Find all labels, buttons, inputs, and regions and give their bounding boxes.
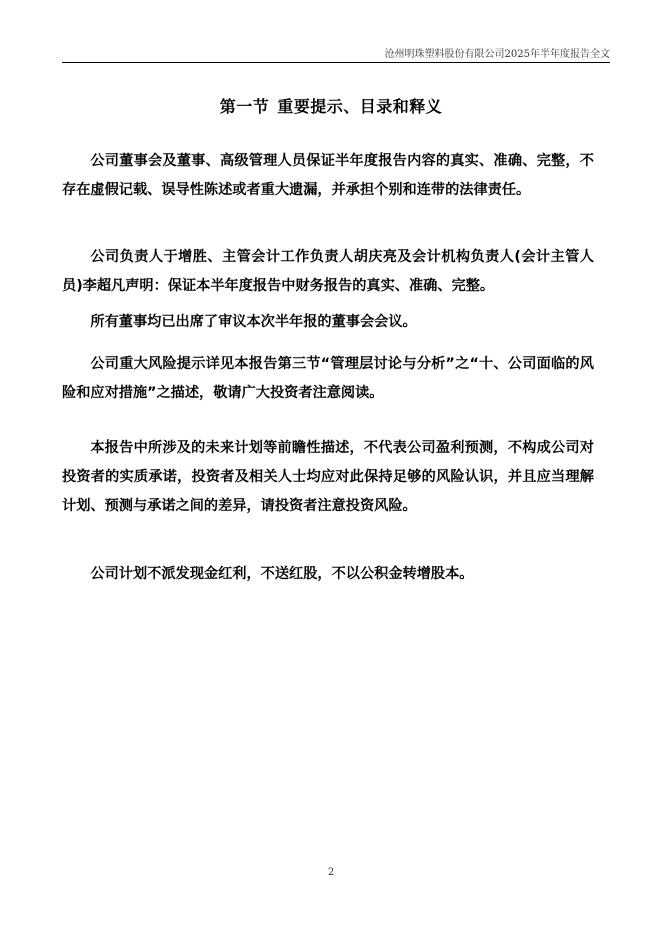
header-company-report-title: 沧州明珠塑料股份有限公司2025年半年度报告全文 bbox=[384, 49, 610, 60]
paragraph-board-guarantee: 公司董事会及董事、高级管理人员保证半年度报告内容的真实、准确、完整，不存在虚假记载、误导性陈述或者重大遗漏，并承担个别和连带的法律责任。 bbox=[62, 153, 594, 198]
paragraph-responsible-persons-statement: 公司负责人于增胜、主管会计工作负责人胡庆亮及会计机构负责人(会计主管人员)李超凡声明：保证本半年度报告中财务报告的真实、准确、完整。 bbox=[62, 249, 594, 294]
paragraph-risk-notice: 公司重大风险提示详见本报告第三节“管理层讨论与分析”之“十、公司面临的风险和应对措施”之描述，敬请广大投资者注意阅读。 bbox=[62, 356, 594, 401]
section-heading: 重要提示、目录和释义 bbox=[277, 97, 443, 116]
section-title bbox=[0, 94, 662, 117]
paragraph-dividend-plan: 公司计划不派发现金红利，不送红股，不以公积金转增股本。 bbox=[90, 566, 474, 582]
page-header bbox=[62, 44, 610, 63]
section-number: 第一节 bbox=[219, 97, 270, 116]
page-number: 2 bbox=[327, 867, 335, 878]
paragraph-directors-attendance: 所有董事均已出席了审议本次半年报的董事会会议。 bbox=[90, 314, 417, 330]
paragraph-forward-looking-statements: 本报告中所涉及的未来计划等前瞻性描述，不代表公司盈利预测，不构成公司对投资者的实质承诺，投资者及相关人士均应对此保持足够的风险认识，并且应当理解计划、预测与承诺之间的差异，请投资者注意投资风险。 bbox=[62, 440, 594, 514]
